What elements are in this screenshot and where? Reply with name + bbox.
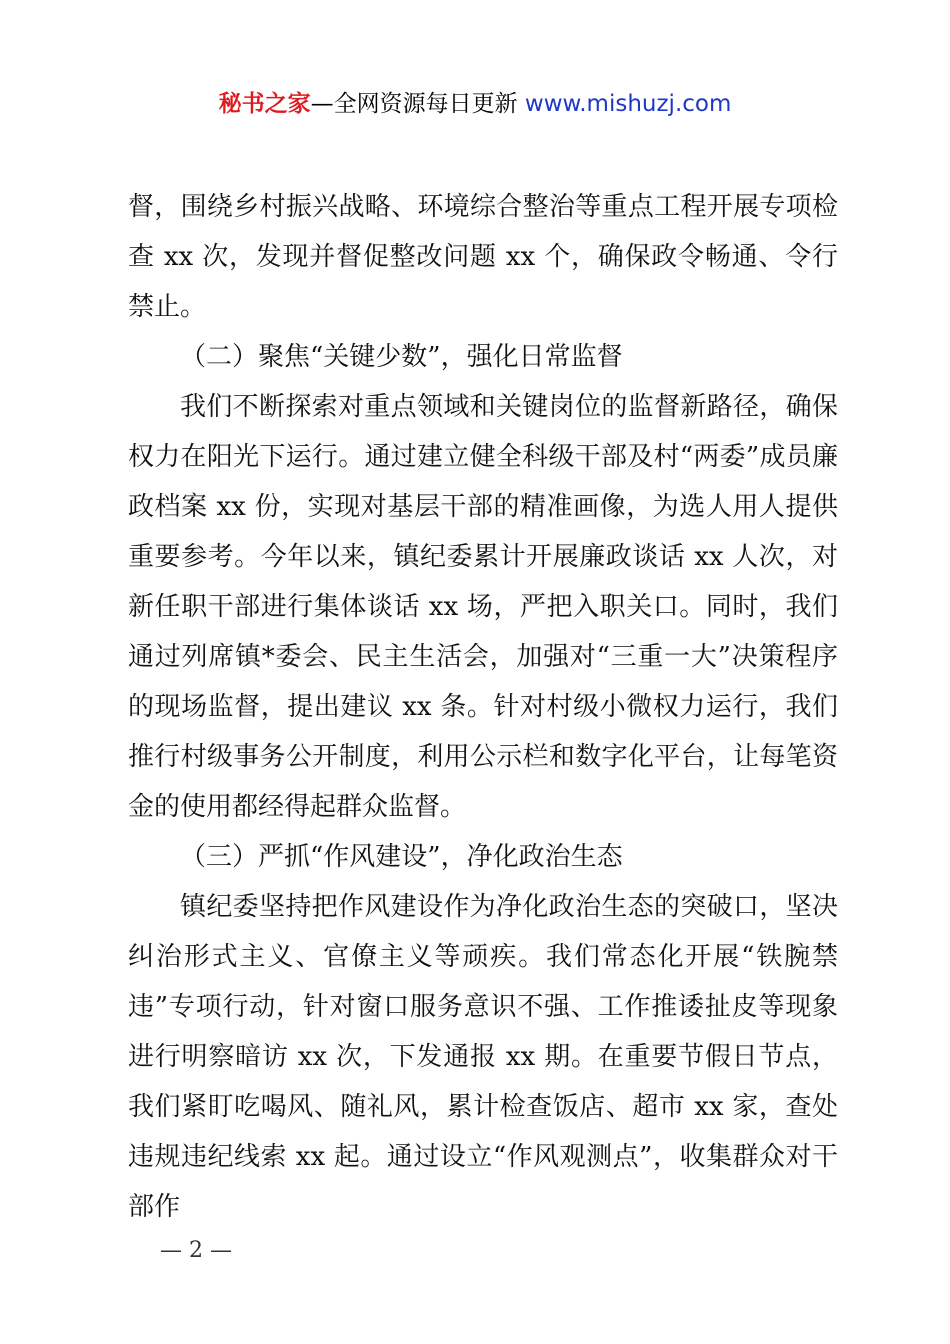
header-banner [0, 88, 950, 120]
paragraph-continuation: 督，围绕乡村振兴战略、环境综合整治等重点工程开展专项检查 xx 次，发现并督促整改问题 xx 个，确保政令畅通、令行禁止。 [128, 192, 838, 322]
header-tagline: —全网资源每日更新 [310, 91, 525, 117]
document-body [128, 182, 838, 1232]
brand-name: 秘书之家 [218, 91, 311, 117]
page-number: — 2 — [160, 1238, 232, 1263]
paragraph: 镇纪委坚持把作风建设作为净化政治生态的突破口，坚决纠治形式主义、官僚主义等顽疾。我们常态化开展“铁腕禁违”专项行动，针对窗口服务意识不强、工作推诿扯皮等现象进行明察暗访 xx 次，下发通报 xx 期。在重要节假日节点，我们紧盯吃喝风、随礼风，累计检查饭店、超市 xx 家，查处违规违纪线索 xx 起。通过设立“作风观测点”，收集群众对干部作 [128, 892, 838, 1222]
paragraph: 我们不断探索对重点领域和关键岗位的监督新路径，确保权力在阳光下运行。通过建立健全科级干部及村“两委”成员廉政档案 xx 份，实现对基层干部的精准画像，为选人用人提供重要参考。今年以来，镇纪委累计开展廉政谈话 xx 人次，对新任职干部进行集体谈话 xx 场，严把入职关口。同时，我们通过列席镇*委会、民主生活会，加强对“三重一大”决策程序的现场监督，提出建议 xx 条。针对村级小微权力运行，我们推行村级事务公开制度，利用公示栏和数字化平台，让每笔资金的使用都经得起群众监督。 [128, 392, 838, 822]
section-heading-2: （二）聚焦“关键少数”，强化日常监督 [180, 342, 623, 372]
section-heading-3: （三）严抓“作风建设”，净化政治生态 [180, 842, 623, 872]
site-url: www.mishuzj.com [524, 91, 732, 117]
